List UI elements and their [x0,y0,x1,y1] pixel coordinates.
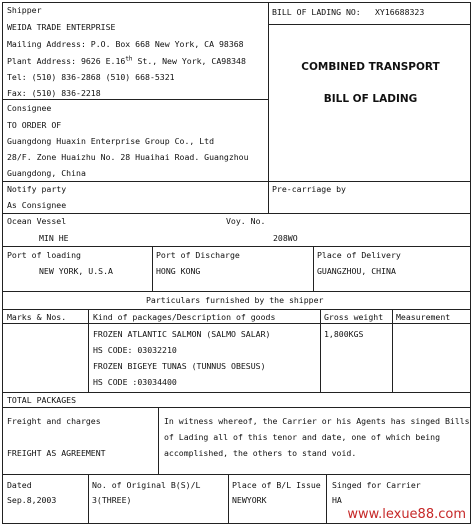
particulars-heading: Particulars furnished by the shipper [146,295,324,305]
place-of-delivery-label: Place of Delivery [317,250,401,260]
port-of-loading-value: NEW YORK, U.S.A [39,266,113,276]
rule [2,99,269,100]
consignee-line-3: 28/F. Zone Huaizhu No. 28 Huaihai Road. Guangzhou [7,152,249,162]
rule [268,24,471,25]
rule [158,407,159,475]
shipper-name: WEIDA TRADE ENTERPRISE [7,22,116,32]
rule [2,323,471,324]
voyage-number-label: Voy. No. [226,216,266,226]
goods-description-line: FROZEN BIGEYE TUNAS (TUNNUS OBESUS) [93,361,266,371]
place-of-issue-value: NEWYORK [232,495,267,505]
place-of-delivery-value: GUANGZHOU, CHINA [317,266,396,276]
shipper-tel: Tel: (510) 836-2868 (510) 668-5321 [7,72,175,82]
rule [2,291,471,292]
rule [152,246,153,292]
rule [326,474,327,524]
consignee-label: Consignee [7,103,52,113]
website-watermark: www.lexue88.com [347,507,466,522]
rule [2,392,471,393]
original-bl-count-label: No. of Original B(S)/L [92,480,201,490]
port-of-discharge-label: Port of Discharge [156,250,240,260]
rule [2,309,471,310]
goods-description-line: HS CODE: 03032210 [93,345,177,355]
consignee-line-4: Guangdong, China [7,168,86,178]
rule [88,474,89,524]
consignee-line-1: TO ORDER OF [7,120,62,130]
notify-party-label: Notify party [7,184,67,194]
shipper-plant-address: Plant Address: 9626 E.16th St., New York, CA98348 [7,55,246,66]
voyage-number-value: 208WO [273,233,298,243]
dated-label: Dated [7,480,32,490]
total-packages-label: TOTAL PACKAGES [7,395,77,405]
document-title-line-1: COMBINED TRANSPORT [301,61,440,73]
goods-description-line: FROZEN ATLANTIC SALMON (SALMO SALAR) [93,329,271,339]
rule [392,309,393,393]
document-title-line-2: BILL OF LADING [323,93,418,105]
shipper-fax: Fax: (510) 836-2218 [7,88,101,98]
shipper-mailing-address: Mailing Address: P.O. Box 668 New York, CA 98368 [7,39,244,49]
signed-for-carrier-label: Singed for Carrier [332,480,421,490]
witness-clause-line: accomplished, the others to stand void. [164,448,357,458]
rule [228,474,229,524]
rule [2,246,471,247]
goods-description-line: HS CODE :03034400 [93,377,177,387]
rule [88,309,89,393]
freight-charges-label: Freight and charges [7,416,101,426]
gross-weight-header: Gross weight [324,312,384,322]
shipper-label: Shipper [7,5,42,15]
bl-number-label: BILL OF LADING NO: [272,7,361,17]
gross-weight-value: 1,800KGS [324,329,364,339]
place-of-issue-label: Place of B/L Issue [232,480,321,490]
ocean-vessel-value: MIN HE [39,233,69,243]
rule [2,213,471,214]
rule [320,309,321,393]
marks-header: Marks & Nos. [7,312,67,322]
kind-of-packages-header: Kind of packages/Description of goods [93,312,276,322]
dated-value: Sep.8,2003 [7,495,57,505]
ocean-vessel-label: Ocean Vessel [7,216,67,226]
pre-carriage-label: Pre-carriage by [272,184,346,194]
rule [2,474,471,475]
rule [2,407,471,408]
bl-number-value: XY16688323 [375,7,425,17]
measurement-header: Measurement [396,312,451,322]
rule [313,246,314,292]
notify-party-value: As Consignee [7,200,67,210]
witness-clause-line: In witness whereof, the Carrier or his Agents has singed Bills [164,416,470,426]
port-of-discharge-value: HONG KONG [156,266,201,276]
port-of-loading-label: Port of loading [7,250,81,260]
consignee-line-2: Guangdong Huaxin Enterprise Group Co., Ltd [7,136,215,146]
signed-for-carrier-value: HA [332,495,342,505]
witness-clause-line: of Lading all of this tenor and date, one of which being [164,432,441,442]
original-bl-count-value: 3(THREE) [92,495,132,505]
rule [2,181,471,182]
freight-charges-value: FREIGHT AS AGREEMENT [7,448,106,458]
rule [268,2,269,214]
